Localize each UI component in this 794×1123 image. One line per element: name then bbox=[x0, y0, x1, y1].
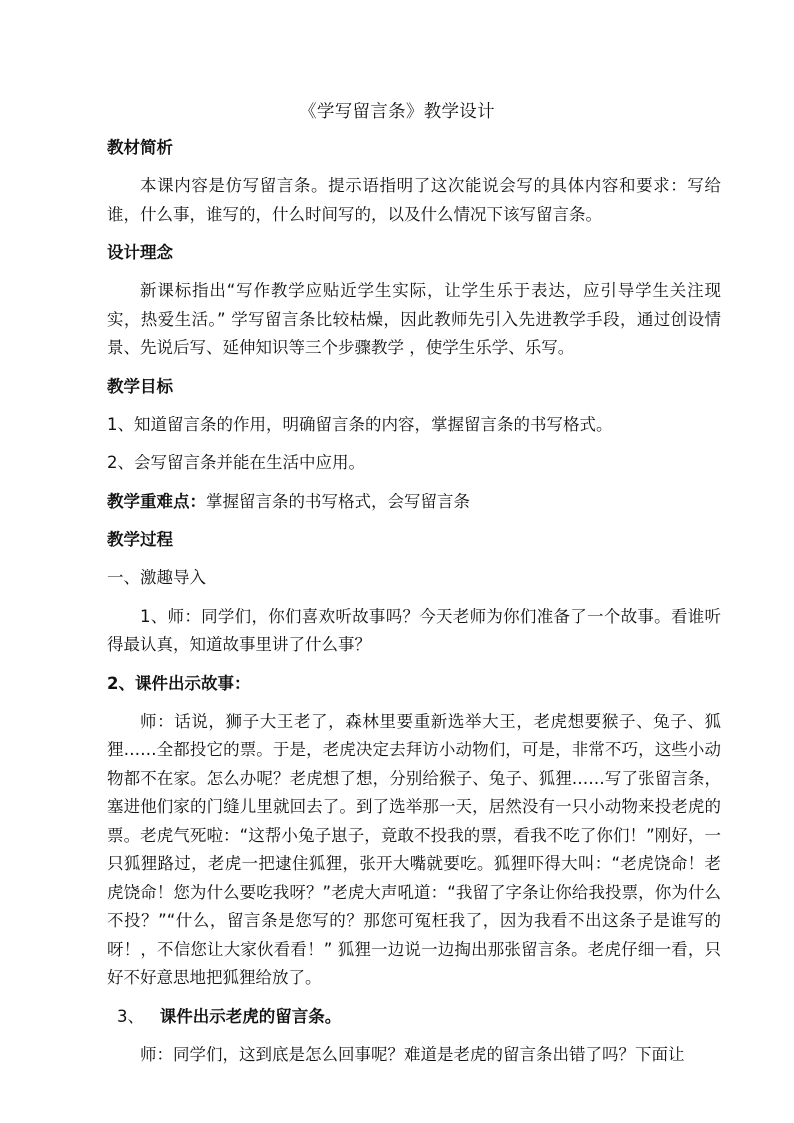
section-heading-materials: 教材简析 bbox=[107, 138, 173, 157]
step-1-paragraph: 1、师：同学们，你们喜欢听故事吗？今天老师为你们准备了一个故事。看谁听得最认真，知道故事里讲了什么事？ bbox=[107, 606, 721, 654]
section-heading-goals: 教学目标 bbox=[107, 376, 173, 396]
goal-item-2: 2、会写留言条并能在生活中应用。 bbox=[107, 453, 365, 472]
step-intro: 一、激趣导入 bbox=[107, 568, 206, 587]
section-heading-concept: 设计理念 bbox=[107, 243, 173, 262]
step-3-heading: 课件出示老虎的留言条。 bbox=[159, 1006, 342, 1026]
step-3-paragraph: 师：同学们，这到底是怎么回事呢？难道是老虎的留言条出错了吗？下面让 bbox=[140, 1045, 685, 1064]
difficulty-label: 教学重难点： bbox=[107, 491, 206, 511]
goal-item-1: 1、知道留言条的作用，明确留言条的内容，掌握留言条的书写格式。 bbox=[107, 414, 613, 434]
step-2-heading: 2、课件出示故事： bbox=[107, 673, 251, 693]
story-paragraph: 师：话说，狮子大王老了，森林里要重新选举大王，老虎想要猴子、兔子、狐狸……全都投它的票。于是，老虎决定去拜访小动物们，可是，非常不巧，这些小动物都不在家。怎么办呢？老虎想了想，分别给猴子、兔子、狐狸……写了张留言条，塞进他们家的门缝儿里就回去了。到了选举那一天，居然没有一只小动物来投老虎的票。老虎气死啦：“这帮小兔子崽子，竟敢不投我的票，看我不吃了你们！”刚好，一只狐狸路过，老虎一把逮住狐狸，张开大嘴就要吃。狐狸吓得大叫：“老虎饶命！老虎饶命！您为什么要吃我呀？”老虎大声吼道：“我留了字条让你给我投票，你为什么不投？”“什么，留言条是您写的？那您可冤枉我了，因为我看不出这条子是谁写的呀！，不信您让大家伙看看！” 狐狸一边说一边掏出那张留言条。老虎仔细一看，只好不好意思地把狐狸给放了。 bbox=[107, 711, 721, 987]
difficulty-text: 掌握留言条的书写格式，会写留言条 bbox=[206, 491, 470, 511]
step-3-heading-line bbox=[107, 1003, 721, 1032]
step-3-number: 3、 bbox=[117, 1006, 144, 1026]
materials-paragraph: 本课内容是仿写留言条。提示语指明了这次能说会写的具体内容和要求：写给谁，什么事，谁写的，什么时间写的，以及什么情况下该写留言条。 bbox=[107, 176, 721, 224]
difficulty-line bbox=[107, 488, 721, 517]
document-title: 《学写留言条》教学设计 bbox=[299, 102, 495, 122]
document-body bbox=[107, 134, 721, 1080]
concept-paragraph: 新课标指出“写作教学应贴近学生实际，让学生乐于表达，应引导学生关注现实，热爱生活。” 学写留言条比较枯燥，因此教师先引入先进教学手段，通过创设情景、先说后写、延伸知识等三个步骤教学 ，使学生乐学、乐写。 bbox=[107, 281, 721, 357]
section-heading-process: 教学过程 bbox=[107, 530, 173, 549]
